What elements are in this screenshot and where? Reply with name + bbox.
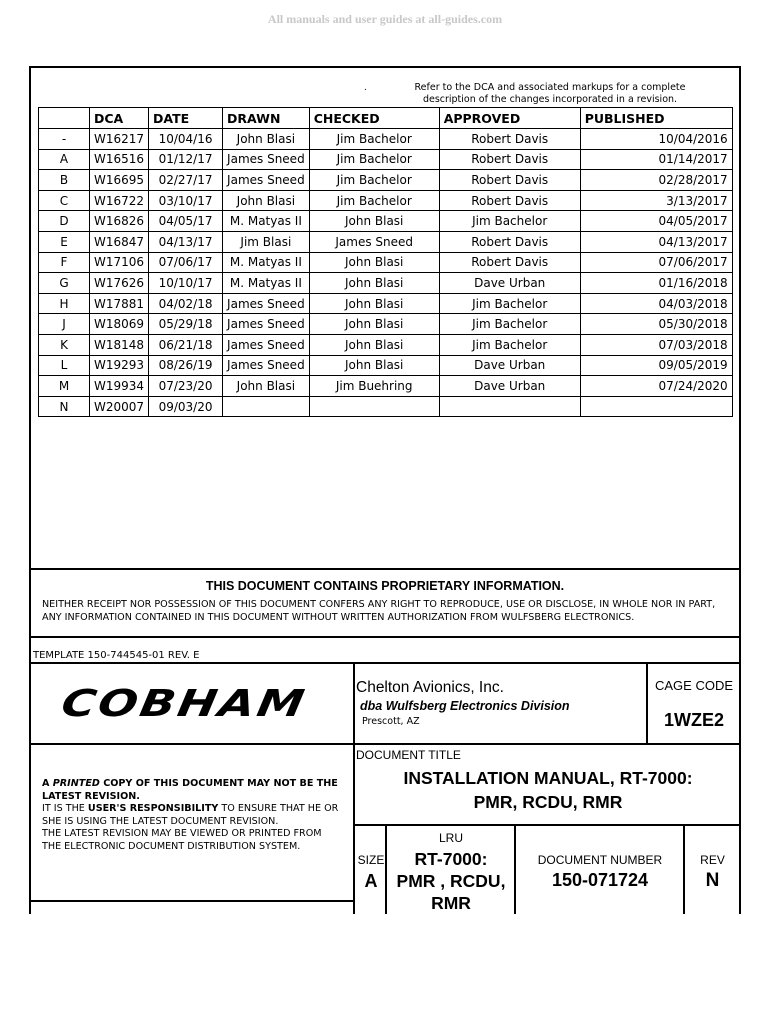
header-checked: CHECKED [309, 108, 439, 129]
table-cell: Jim Bachelor [439, 211, 580, 232]
table-cell: W19934 [90, 376, 149, 397]
table-cell: A [39, 149, 90, 170]
divider [353, 824, 740, 826]
header-date: DATE [149, 108, 223, 129]
table-cell: 04/05/2017 [580, 211, 732, 232]
header-approved: APPROVED [439, 108, 580, 129]
table-cell: M. Matyas II [223, 211, 310, 232]
table-cell: Dave Urban [439, 273, 580, 294]
table-cell: W17881 [90, 293, 149, 314]
table-cell: Jim Bachelor [439, 334, 580, 355]
table-cell: E [39, 231, 90, 252]
table-cell: M [39, 376, 90, 397]
table-cell: M. Matyas II [223, 252, 310, 273]
table-cell: 08/26/19 [149, 355, 223, 376]
table-cell: Jim Bachelor [439, 314, 580, 335]
warning-emphasis: PRINTED [52, 778, 100, 789]
cage-code-value: 1WZE2 [663, 710, 724, 730]
table-cell: N [39, 396, 90, 417]
table-cell: D [39, 211, 90, 232]
table-cell: Jim Blasi [223, 231, 310, 252]
table-cell: B [39, 170, 90, 191]
table-cell: 07/06/17 [149, 252, 223, 273]
table-cell: Jim Bachelor [439, 293, 580, 314]
table-row [39, 211, 733, 232]
table-cell: Jim Bachelor [309, 129, 439, 150]
table-cell: James Sneed [223, 314, 310, 335]
table-cell: 05/30/2018 [580, 314, 732, 335]
table-cell: John Blasi [309, 211, 439, 232]
warning-line [42, 778, 342, 803]
table-cell: K [39, 334, 90, 355]
table-cell: Robert Davis [439, 231, 580, 252]
warning-text: IT IS THE [42, 803, 88, 814]
table-row [39, 376, 733, 397]
table-row [39, 355, 733, 376]
table-cell: Robert Davis [439, 149, 580, 170]
document-title-line: PMR, RCDU, RMR [473, 792, 623, 812]
table-cell: W16826 [90, 211, 149, 232]
document-title [356, 766, 740, 814]
table-cell: James Sneed [223, 355, 310, 376]
table-cell: 04/13/17 [149, 231, 223, 252]
header-rev [39, 108, 90, 129]
table-row [39, 231, 733, 252]
cage-code-label: CAGE CODE [654, 678, 733, 693]
table-cell: James Sneed [223, 170, 310, 191]
table-cell [580, 396, 732, 417]
table-cell: M. Matyas II [223, 273, 310, 294]
table-cell: W19293 [90, 355, 149, 376]
lru-line: RT-7000: [414, 849, 488, 869]
table-cell: W16695 [90, 170, 149, 191]
table-cell: Jim Buehring [309, 376, 439, 397]
lru-line: RMR [431, 893, 471, 913]
company-division: dba Wulfsberg Electronics Division [360, 699, 570, 713]
cobham-logo: COBHAM [58, 682, 310, 725]
table-cell: W16516 [90, 149, 149, 170]
table-cell: Jim Bachelor [309, 170, 439, 191]
table-cell: 10/04/2016 [580, 129, 732, 150]
table-cell: 04/13/2017 [580, 231, 732, 252]
table-cell [309, 396, 439, 417]
divider [30, 743, 740, 745]
table-row [39, 149, 733, 170]
table-cell [223, 396, 310, 417]
table-cell: L [39, 355, 90, 376]
table-cell: John Blasi [309, 355, 439, 376]
table-row [39, 129, 733, 150]
table-cell: 01/14/2017 [580, 149, 732, 170]
divider [646, 662, 648, 744]
document-number-label: DOCUMENT NUMBER [537, 853, 663, 867]
header-dca: DCA [90, 108, 149, 129]
divider [30, 662, 740, 664]
table-cell: W18069 [90, 314, 149, 335]
table-cell: W20007 [90, 396, 149, 417]
watermark: All manuals and user guides at all-guides.com [267, 12, 503, 26]
proprietary-text: NEITHER RECEIPT NOR POSSESSION OF THIS DOCUMENT CONFERS ANY RIGHT TO REPRODUCE, USE OR DISCLOSE, IN WHOLE NOR IN PART, ANY INFORMATION CONTAINED IN THIS DOCUMENT WITHOUT WRITTEN AUTHORIZATION FROM WULFSBERG ELECTRONICS. [42, 599, 716, 623]
document-title-label: DOCUMENT TITLE [356, 748, 461, 762]
table-cell: Dave Urban [439, 376, 580, 397]
table-cell: 04/05/17 [149, 211, 223, 232]
table-cell: 07/24/2020 [580, 376, 732, 397]
table-cell: Robert Davis [439, 129, 580, 150]
table-row [39, 170, 733, 191]
table-row [39, 396, 733, 417]
rev-label: REV [700, 853, 725, 867]
table-cell: 07/03/2018 [580, 334, 732, 355]
table-cell: John Blasi [309, 273, 439, 294]
company-city: Prescott, AZ [362, 716, 420, 727]
table-cell: 02/28/2017 [580, 170, 732, 191]
size-label: SIZE [357, 853, 385, 867]
table-cell: W18148 [90, 334, 149, 355]
table-cell: John Blasi [309, 334, 439, 355]
table-cell: W16722 [90, 190, 149, 211]
table-row [39, 252, 733, 273]
warning-line: THE LATEST REVISION MAY BE VIEWED OR PRINTED FROM THE ELECTRONIC DOCUMENT DISTRIBUTION SYSTEM. [42, 828, 322, 852]
table-cell: John Blasi [309, 252, 439, 273]
table-cell: 3/13/2017 [580, 190, 732, 211]
divider [683, 824, 685, 914]
table-cell: 04/03/2018 [580, 293, 732, 314]
table-cell: 06/21/18 [149, 334, 223, 355]
table-cell: H [39, 293, 90, 314]
table-row [39, 190, 733, 211]
table-cell: G [39, 273, 90, 294]
document-number-value: 150-071724 [551, 870, 649, 890]
table-row [39, 293, 733, 314]
divider [30, 568, 740, 570]
table-cell: - [39, 129, 90, 150]
revision-table [38, 107, 733, 417]
table-cell: W16847 [90, 231, 149, 252]
table-cell: Robert Davis [439, 252, 580, 273]
table-cell: 07/23/20 [149, 376, 223, 397]
rev-value: N [705, 870, 720, 891]
table-cell: James Sneed [309, 231, 439, 252]
table-cell: James Sneed [223, 149, 310, 170]
table-cell: 01/16/2018 [580, 273, 732, 294]
table-cell: Robert Davis [439, 170, 580, 191]
table-cell: James Sneed [223, 334, 310, 355]
table-cell: Robert Davis [439, 190, 580, 211]
table-cell: 02/27/17 [149, 170, 223, 191]
table-cell: C [39, 190, 90, 211]
warning-text: TO ENSURE THAT HE OR SHE IS USING THE LATEST DOCUMENT REVISION. [42, 803, 339, 827]
table-cell: 07/06/2017 [580, 252, 732, 273]
table-cell: W17106 [90, 252, 149, 273]
warning-text: COPY OF THIS DOCUMENT MAY NOT BE THE LATEST REVISION. [42, 778, 338, 802]
table-cell: 09/03/20 [149, 396, 223, 417]
warning-emphasis: USER'S RESPONSIBILITY [87, 803, 219, 814]
lru-value [387, 848, 515, 914]
document-title-line: INSTALLATION MANUAL, RT-7000: [403, 768, 693, 788]
divider [30, 900, 354, 902]
lru-line: PMR , RCDU, [396, 871, 506, 891]
header-published: PUBLISHED [580, 108, 732, 129]
table-cell: W16217 [90, 129, 149, 150]
header-drawn: DRAWN [223, 108, 310, 129]
table-row [39, 273, 733, 294]
table-cell: 10/10/17 [149, 273, 223, 294]
table-cell: John Blasi [223, 190, 310, 211]
table-row [39, 334, 733, 355]
table-cell: 09/05/2019 [580, 355, 732, 376]
warning-line [42, 803, 342, 828]
table-cell [439, 396, 580, 417]
table-cell: 01/12/17 [149, 149, 223, 170]
divider [30, 636, 740, 638]
table-cell: J [39, 314, 90, 335]
size-value: A [364, 871, 378, 891]
company-name: Chelton Avionics, Inc. [356, 679, 504, 696]
table-cell: John Blasi [223, 376, 310, 397]
table-cell: W17626 [90, 273, 149, 294]
revision-table-header [39, 108, 733, 129]
table-cell: James Sneed [223, 293, 310, 314]
table-cell: F [39, 252, 90, 273]
table-cell: 05/29/18 [149, 314, 223, 335]
note-dot: . [364, 82, 367, 93]
lru-label: LRU [438, 831, 463, 845]
proprietary-title: THIS DOCUMENT CONTAINS PROPRIETARY INFORMATION. [205, 579, 565, 593]
table-cell: Dave Urban [439, 355, 580, 376]
table-cell: 04/02/18 [149, 293, 223, 314]
table-cell: John Blasi [309, 293, 439, 314]
table-cell: John Blasi [223, 129, 310, 150]
table-cell: John Blasi [309, 314, 439, 335]
warning-text: A [42, 778, 53, 789]
revision-note: Refer to the DCA and associated markups for a complete description of the changes incorporated in a revision. [414, 82, 686, 105]
table-cell: Jim Bachelor [309, 149, 439, 170]
table-cell: Jim Bachelor [309, 190, 439, 211]
table-cell: 10/04/16 [149, 129, 223, 150]
printed-copy-warning [42, 778, 342, 853]
template-number: TEMPLATE 150-744545-01 REV. E [33, 650, 200, 661]
table-row [39, 314, 733, 335]
table-cell: 03/10/17 [149, 190, 223, 211]
